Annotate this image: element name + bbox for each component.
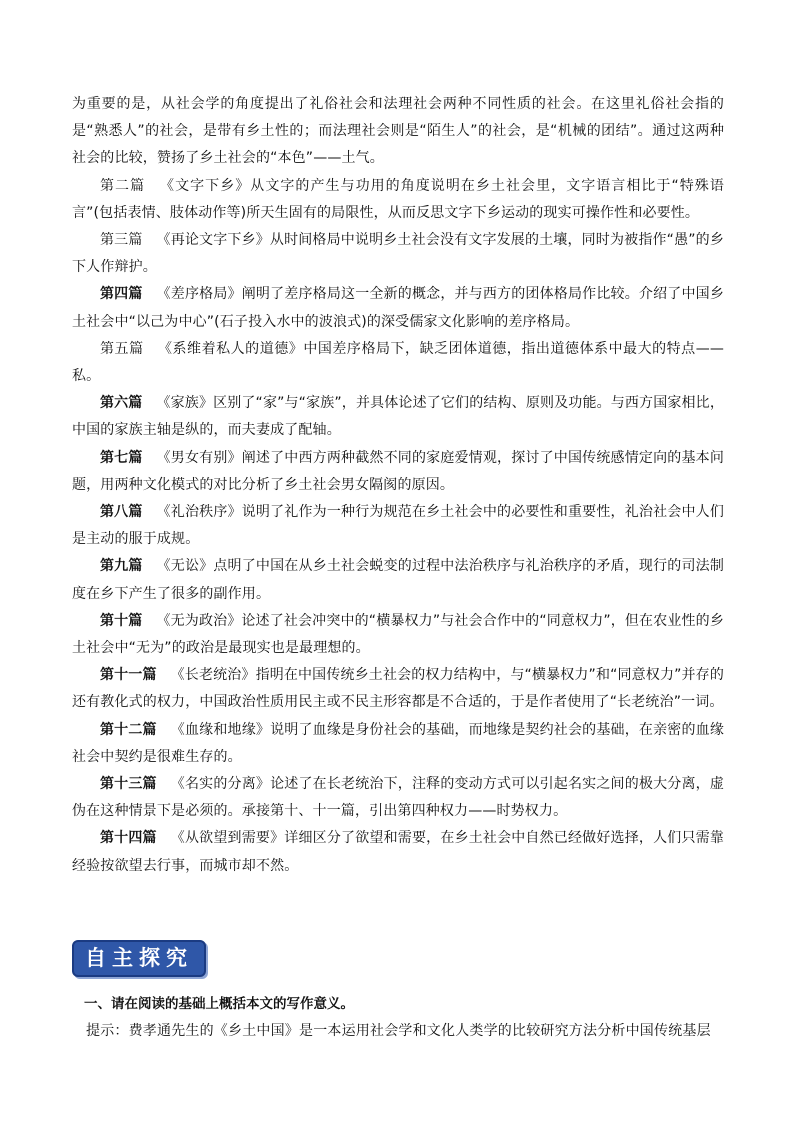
section-banner bbox=[72, 940, 206, 977]
chapter-text: 点明了中国在从乡土社会蜕变的过程中法治秩序与礼治秩序的矛盾，现行的司法制度在乡下产生了很多的副作用。 bbox=[72, 558, 724, 602]
chapter-title: 《血缘和地缘》 bbox=[170, 721, 271, 738]
chapter-text: 阐述了中西方两种截然不同的家庭爱情观，探讨了中国传统感情定向的基本问题，用两种文化模式的对比分析了乡土社会男女隔阂的原因。 bbox=[72, 449, 724, 493]
chapter-paragraph bbox=[72, 553, 724, 607]
chapter-title: 《男女有别》 bbox=[156, 449, 242, 466]
chapter-text: 阐明了差序格局这一全新的概念，并与西方的团体格局作比较。介绍了中国乡土社会中“以己为中心”(石子投入水中的波浪式)的深受儒家文化影响的差序格局。 bbox=[72, 286, 724, 330]
chapter-text: 说明了血缘是身份社会的基础，而地缘是契约社会的基础，在亲密的血缘社会中契约是很难生存的。 bbox=[72, 721, 724, 765]
chapter-label: 第九篇 bbox=[100, 558, 143, 575]
chapter-paragraph bbox=[72, 825, 724, 879]
chapter-label: 第八篇 bbox=[100, 504, 143, 521]
chapter-paragraph bbox=[72, 608, 724, 662]
chapter-label: 第六篇 bbox=[100, 395, 143, 412]
chapter-text: 中国差序格局下，缺乏团体道德，指出道德体系中最大的特点——私。 bbox=[72, 340, 725, 385]
chapter-summaries bbox=[72, 91, 724, 880]
chapter-title: 《无为政治》 bbox=[156, 612, 242, 629]
chapter-label: 第五篇 bbox=[100, 340, 144, 357]
chapter-paragraph bbox=[72, 717, 724, 771]
chapter-label: 第十二篇 bbox=[100, 721, 157, 738]
chapter-label: 第十三篇 bbox=[100, 776, 157, 793]
chapter-title: 《文字下乡》 bbox=[159, 177, 251, 194]
chapter-text: 论述了社会冲突中的“横暴权力”与社会合作中的“同意权力”，但在农业性的乡土社会中“无为”的政治是最现实也是最理想的。 bbox=[72, 612, 724, 657]
chapter-paragraph bbox=[72, 227, 724, 281]
chapter-paragraph bbox=[72, 390, 724, 444]
chapter-title: 《家族》 bbox=[156, 395, 214, 412]
chapter-paragraph bbox=[72, 771, 724, 825]
chapter-text: 从时间格局中说明乡土社会没有文字发展的土壤，同时为被指作“愚”的乡下人作辩护。 bbox=[72, 232, 724, 276]
chapter-label: 第十篇 bbox=[100, 612, 143, 629]
hint-text: 费孝通先生的《乡土中国》是一本运用社会学和文化人类学的比较研究方法分析中国传统基层 bbox=[128, 1023, 711, 1039]
chapter-paragraph bbox=[72, 499, 724, 553]
chapter-text: 区别了“家”与“家族”，并具体论述了它们的结构、原则及功能。与西方国家相比，中国的家族主轴是纵的，而夫妻成了配轴。 bbox=[72, 395, 724, 439]
intro-paragraph: 为重要的是，从社会学的角度提出了礼俗社会和法理社会两种不同性质的社会。在这里礼俗社会指的是“熟悉人”的社会，是带有乡土性的；而法理社会则是“陌生人”的社会，是“机械的团结”。通过这两种社会的比较，赞扬了乡土社会的“本色”——土气。 bbox=[72, 96, 724, 167]
question-text: 一、请在阅读的基础上概括本文的写作意义。 bbox=[84, 996, 354, 1012]
chapter-title: 《系维着私人的道德》 bbox=[157, 340, 304, 357]
chapter-paragraph bbox=[72, 336, 724, 390]
chapter-text: 详细区分了欲望和需要，在乡土社会中自然已经做好选择，人们只需靠经验按欲望去行事，而城市却不然。 bbox=[72, 830, 724, 874]
hint-paragraph bbox=[72, 1018, 732, 1045]
chapter-label: 第三篇 bbox=[100, 232, 143, 249]
chapter-title: 《名实的分离》 bbox=[170, 776, 271, 793]
chapter-text: 说明了礼作为一种行为规范在乡土社会中的必要性和重要性，礼治社会中人们是主动的服于成规。 bbox=[72, 504, 724, 548]
chapter-text: 指明在中国传统乡土社会的权力结构中，与“横暴权力”和“同意权力”并存的还有教化式的权力，中国政治性质用民主或不民主形容都是不合适的，于是作者使用了“长老统治”一词。 bbox=[72, 667, 724, 711]
chapter-label: 第十四篇 bbox=[100, 830, 157, 847]
chapter-paragraph bbox=[72, 281, 724, 335]
chapter-paragraph bbox=[72, 662, 724, 716]
self-study-section bbox=[72, 940, 724, 1045]
chapter-label: 第十一篇 bbox=[100, 667, 157, 684]
section-banner-title: 自主探究 bbox=[85, 946, 193, 970]
chapter-paragraph bbox=[72, 173, 724, 227]
chapter-label: 第四篇 bbox=[100, 286, 143, 303]
hint-label: 提示： bbox=[86, 1023, 129, 1039]
chapter-title: 《再论文字下乡》 bbox=[156, 232, 270, 249]
chapter-label: 第七篇 bbox=[100, 449, 143, 466]
chapter-text: 论述了在长老统治下，注释的变动方式可以引起名实之间的极大分离，虚伪在这种情景下是必须的。承接第十、十一篇，引出第四种权力——时势权力。 bbox=[72, 776, 724, 820]
chapter-label: 第二篇 bbox=[100, 177, 146, 194]
chapter-title: 《从欲望到需要》 bbox=[170, 830, 285, 847]
chapter-title: 《无讼》 bbox=[156, 558, 214, 575]
chapter-text: 从文字的产生与功用的角度说明在乡土社会里，文字语言相比于“特殊语言”(包括表情、肢体动作等)所天生固有的局限性，从而反思文字下乡运动的现实可操作性和必要性。 bbox=[72, 177, 725, 221]
chapter-title: 《差序格局》 bbox=[156, 286, 242, 303]
chapter-title: 《礼治秩序》 bbox=[156, 504, 242, 521]
chapter-paragraph bbox=[72, 445, 724, 499]
chapter-title: 《长老统治》 bbox=[170, 667, 256, 684]
